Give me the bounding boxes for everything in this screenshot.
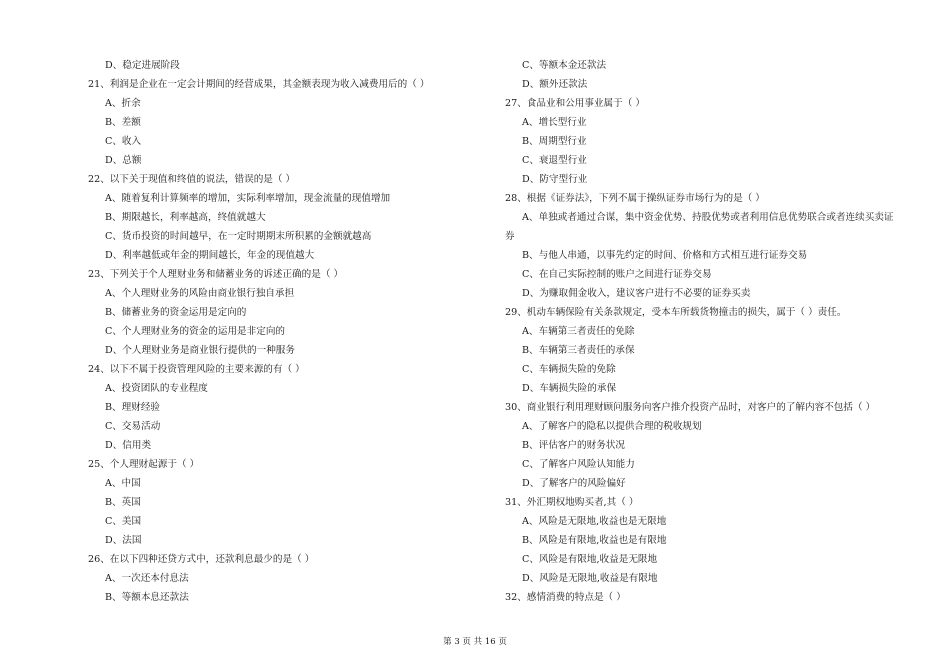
question-stem: 21、利润是企业在一定会计期间的经营成果，其金额表现为收入减费用后的（ ）: [88, 79, 430, 90]
question-stem: 23、下列关于个人理财业务和储蓄业务的诉述正确的是（ ）: [88, 269, 344, 280]
answer-option: D、车辆损失险的承保: [522, 383, 617, 394]
answer-option: B、周期型行业: [522, 136, 587, 147]
answer-option: A、车辆第三者责任的免除: [522, 326, 635, 337]
answer-option: D、个人理财业务是商业银行提供的一种服务: [105, 345, 295, 356]
answer-option: D、总额: [105, 155, 142, 166]
question-stem: 31、外汇期权地购买者,其（ ）: [505, 497, 639, 508]
answer-option: C、美国: [105, 516, 142, 527]
answer-option: D、法国: [105, 535, 142, 546]
question-stem: 30、商业银行利用理财顾问服务向客户推介投资产品时，对客户的了解内容不包括（ ）: [505, 402, 876, 413]
right-column: [505, 56, 894, 607]
answer-option: B、差额: [105, 117, 141, 128]
question-stem: 24、以下不属于投资管理风险的主要来源的有（ ）: [88, 364, 305, 375]
answer-option: D、防守型行业: [522, 174, 588, 185]
answer-option: B、期限越长，利率越高，终值就越大: [105, 212, 266, 223]
answer-option: A、投资团队的专业程度: [105, 383, 208, 394]
question-stem: 29、机动车辆保险有关条款规定，受本车所载货物撞击的损失，属于（ ）责任。: [505, 307, 847, 318]
answer-option: A、单独或者通过合谋，集中资金优势、持股优势或者利用信息优势联合或者连续买卖证: [522, 212, 894, 223]
answer-option: C、收入: [105, 136, 142, 147]
answer-option: A、个人理财业务的风险由商业银行独自承担: [105, 288, 295, 299]
answer-option: A、随着复利计算频率的增加，实际利率增加，现金流量的现值增加: [105, 193, 391, 204]
page-footer: 第 3 页 共 16 页: [443, 637, 507, 647]
answer-option: A、了解客户的隐私以提供合理的税收规划: [522, 421, 702, 432]
option-continuation: 券: [505, 231, 515, 242]
answer-option: A、增长型行业: [522, 117, 587, 128]
answer-option: B、车辆第三者责任的承保: [522, 345, 635, 356]
answer-option: D、风险是无限地,收益是有限地: [522, 573, 658, 584]
question-stem: 25、个人理财起源于（ ）: [88, 459, 200, 470]
answer-option: B、等额本息还款法: [105, 592, 189, 603]
answer-option: C、衰退型行业: [522, 155, 587, 166]
answer-option: C、了解客户风险认知能力: [522, 459, 635, 470]
answer-option: D、额外还款法: [522, 79, 588, 90]
answer-option: A、中国: [105, 478, 141, 489]
answer-option: A、风险是无限地,收益也是无限地: [522, 516, 667, 527]
answer-option: B、评估客户的财务状况: [522, 440, 625, 451]
answer-option: D、利率越低或年金的期间越长，年金的现值越大: [105, 250, 315, 261]
left-column: [88, 56, 468, 607]
answer-option: A、折余: [105, 98, 141, 109]
answer-option: B、与他人串通，以事先约定的时间、价格和方式相互进行证券交易: [522, 250, 808, 261]
answer-option: B、英国: [105, 497, 141, 508]
question-stem: 32、感情消费的特点是（ ）: [505, 592, 626, 603]
answer-option: C、交易活动: [105, 421, 161, 432]
answer-option: C、在自己实际控制的账户之间进行证券交易: [522, 269, 712, 280]
answer-option: B、风险是有限地,收益也是有限地: [522, 535, 667, 546]
answer-option: D、稳定进展阶段: [105, 60, 180, 71]
answer-option: C、货币投资的时间越早，在一定时期期末所积累的金额就越高: [105, 231, 372, 242]
question-stem: 22、以下关于现值和终值的说法，错误的是（ ）: [88, 174, 296, 185]
answer-option: D、了解客户的风险偏好: [522, 478, 626, 489]
answer-option: C、等额本金还款法: [522, 60, 607, 71]
question-stem: 28、根据《证券法》，下列不属于操纵证券市场行为的是（ ）: [505, 193, 765, 204]
answer-option: C、风险是有限地,收益是无限地: [522, 554, 658, 565]
answer-option: B、理财经验: [105, 402, 161, 413]
question-stem: 26、在以下四种还贷方式中，还款利息最少的是（ ）: [88, 554, 315, 565]
answer-option: A、一次还本付息法: [105, 573, 189, 584]
question-stem: 27、食品业和公用事业属于（ ）: [505, 98, 645, 109]
answer-option: D、信用类: [105, 440, 152, 451]
answer-option: B、储蓄业务的资金运用是定向的: [105, 307, 247, 318]
answer-option: C、个人理财业务的资金的运用是非定向的: [105, 326, 286, 337]
answer-option: C、车辆损失险的免除: [522, 364, 616, 375]
answer-option: D、为赚取佣金收入，建议客户进行不必要的证券买卖: [522, 288, 751, 299]
